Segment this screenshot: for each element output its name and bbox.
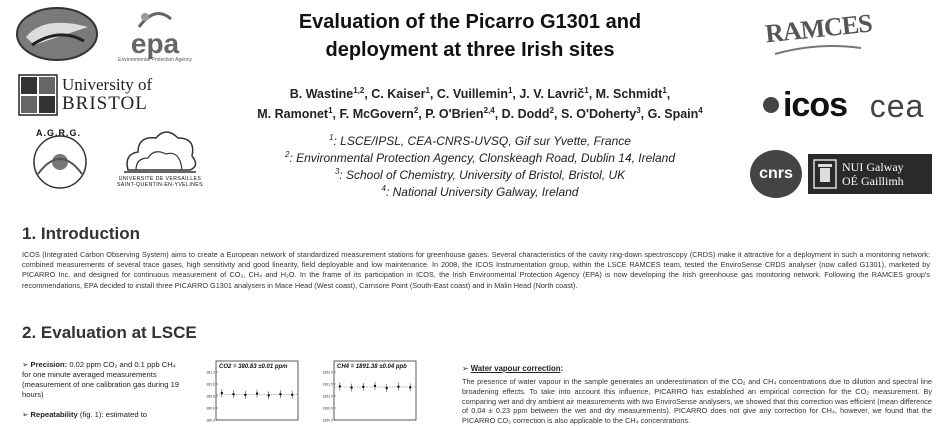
author: S. O'Doherty (560, 107, 637, 121)
y-tick-label: 1891.0 (322, 394, 333, 399)
author-list: B. Wastine$^{1,2}$, C. Kaiser$^1$, C. Vuillemin$^1$, J. V. Lavrič$^1$, M. Schmidt$^1$, M. Ramonet$^1$, F. McGovern$^2$, P. O'Brien$^{2,4}$, D. Dodd$^2$, S. O'Doherty$^3$, G. Spain$^4$ (257, 85, 703, 121)
section-heading-introduction: 1. Introduction (22, 224, 141, 243)
y-tick-label: 381.2 (206, 370, 215, 375)
uvsq-line2: SAINT-QUENTIN-EN-YVELINES (116, 182, 204, 188)
precision-text: 0.02 ppm CO₂ and 0.1 ppb CH₄ for one minute averaged measurements (measurement of one calibration gas during 19 hours) (22, 360, 180, 399)
repeatability-label: Repeatability (30, 410, 78, 419)
author: B. Wastine (289, 87, 354, 101)
y-tick-label: 380.4 (206, 418, 215, 423)
data-point (256, 392, 258, 394)
cnrs-logo (748, 148, 804, 200)
title-line1: Evaluation of the Picarro G1301 and (298, 11, 642, 33)
uvsq-line1: UNIVERSITÉ DE VERSAILLES (118, 176, 202, 182)
ramces-logo-text: RAMCES (763, 8, 873, 49)
nui-line1: NUI Galway (842, 160, 904, 174)
title-line2: deployment at three Irish sites (325, 39, 615, 61)
affiliation-list (200, 133, 760, 201)
author: G. Spain (647, 107, 699, 121)
author: M. Ramonet (257, 107, 329, 121)
affiliation-item: $^3$: School of Chemistry, University of Bristol, Bristol, UK (334, 167, 626, 182)
uvsq-logo (114, 120, 206, 194)
cea-logo (862, 84, 932, 128)
y-tick-label: 380.6 (206, 406, 215, 411)
data-point (374, 385, 376, 387)
chart-title: CO2 = 380.83 ±0.01 ppm (219, 364, 288, 370)
author: C. Kaiser (371, 87, 426, 101)
introduction-paragraph: ICOS (Integrated Carbon Observing System) aims to create a European network of standardized measurement stations for greenhouse gases. Several characteristics of the cavity ring-down spectroscopy (CRDS) make it attractive for a deployment in such a monitoring network: combined measurements of several trace gases, high sensitivity and good linearity, field deployable and low maintenance. In 2008, the ICOS Instrumentation group, within the LSCE RAMCES team, tested the EnviroSense CRDS analyser (now called G1301), marketed by PICARRO Inc. and designed for continuous measurement of CO₂, CH₄ and H₂O. In the frame of its participation in ICOS, the Irish Environmental Protection Agency (EPA) is now developing the Irish greenhouse gas monitoring network. Following the RAMCES group's recommendations, EPA decided to install three PICARRO G1301 analysers in Mace Head (West coast), Carnsore Point (South-East coast) and in Malin Head (North coast). (22, 250, 930, 290)
y-tick-label: 1890.0 (322, 418, 333, 423)
data-point (232, 393, 234, 395)
nui-crest-icon (812, 158, 838, 190)
y-tick-label: 1890.5 (322, 406, 333, 411)
affiliation-item: $^2$: Environmental Protection Agency, Clonskeagh Road, Dublin 14, Ireland (284, 150, 675, 165)
affiliation-item: $^1$: LSCE/IPSL, CEA-CNRS-UVSQ, Gif sur Yvette, France (329, 133, 631, 148)
nui-line2: OÉ Gaillimh (842, 174, 904, 188)
data-point (386, 387, 388, 389)
data-point (291, 394, 293, 396)
water-vapour-paragraph: The presence of water vapour in the sample generates an underestimation of the CO₂ and CH₄ concentrations due to dilution and spectral line broadening effects. To take into account this influence, PICARRO has established an empirical correction for the CO₂ measurement. By comparing wet and dry ambient air measurements with two EnviroSense analysers, we showed that this correction was efficient (mean difference of 0.04 ± 0.23 ppm between the wet and dry measurements). PICARRO does not give any correction for CH₄, however, we found that the PICARRO CO₂ correction is also applicable to the CH₄ concentrations. (462, 377, 932, 426)
repeatability-text: (fig. 1): estimated to (77, 410, 147, 419)
data-point (279, 393, 281, 395)
data-point (409, 386, 411, 388)
data-point (397, 385, 399, 387)
data-point (362, 386, 364, 388)
author: C. Vuillemin (436, 87, 508, 101)
bristol-logo (18, 72, 168, 118)
y-tick-label: 1891.5 (322, 382, 333, 387)
cloud-icon (120, 126, 200, 176)
poster-title (270, 8, 670, 64)
y-tick-label: 381.0 (206, 382, 215, 387)
chart-title: CH4 = 1891.38 ±0.04 ppb (337, 364, 407, 370)
cea-logo-text: cea (869, 87, 925, 124)
bristol-crest-icon (18, 74, 58, 116)
nui-galway-logo (808, 154, 932, 194)
data-point (268, 394, 270, 396)
lsce-logo (14, 5, 100, 63)
bristol-line2: BRISTOL (62, 93, 148, 114)
data-point (339, 385, 341, 387)
cnrs-logo-text: cnrs (759, 165, 793, 182)
icos-logo-text: icos (782, 85, 848, 124)
data-point (221, 392, 223, 394)
ch4-chart (318, 360, 418, 423)
author: D. Dodd (501, 107, 550, 121)
epa-logo (110, 6, 200, 66)
icos-logo (754, 80, 854, 130)
bullet-arrow-icon: ➢ (22, 360, 29, 369)
epa-logo-text: epa (130, 28, 180, 59)
epa-logo-subtext: Environmental Protection Agency (118, 57, 192, 63)
section-heading-evaluation: 2. Evaluation at LSCE (22, 323, 197, 342)
precision-bullet (22, 360, 182, 400)
ramces-logo (763, 6, 873, 66)
y-tick-label: 380.8 (206, 394, 215, 399)
repeatability-bullet (22, 410, 182, 420)
icos-dot-icon (761, 95, 781, 115)
water-vapour-heading: ➢ Water vapour correction: (462, 364, 564, 373)
bristol-line1: University of (62, 75, 153, 94)
affiliation-item: $^4$: National University Galway, Ireland (381, 184, 579, 199)
agrg-logo (20, 124, 96, 194)
data-point (244, 394, 246, 396)
co2-chart (200, 360, 300, 423)
author: J. V. Lavrič (519, 87, 585, 101)
precision-label: Precision: (30, 360, 68, 369)
author: F. McGovern (339, 107, 414, 121)
data-point (350, 386, 352, 388)
bullet-arrow-icon: ➢ (22, 410, 29, 419)
agrg-logo-text: A.G.R.G. (36, 128, 82, 138)
y-tick-label: 1892.0 (322, 370, 333, 375)
author: M. Schmidt (595, 87, 663, 101)
author: P. O'Brien (425, 107, 484, 121)
bullet-arrow-icon: ➢ (462, 364, 471, 373)
